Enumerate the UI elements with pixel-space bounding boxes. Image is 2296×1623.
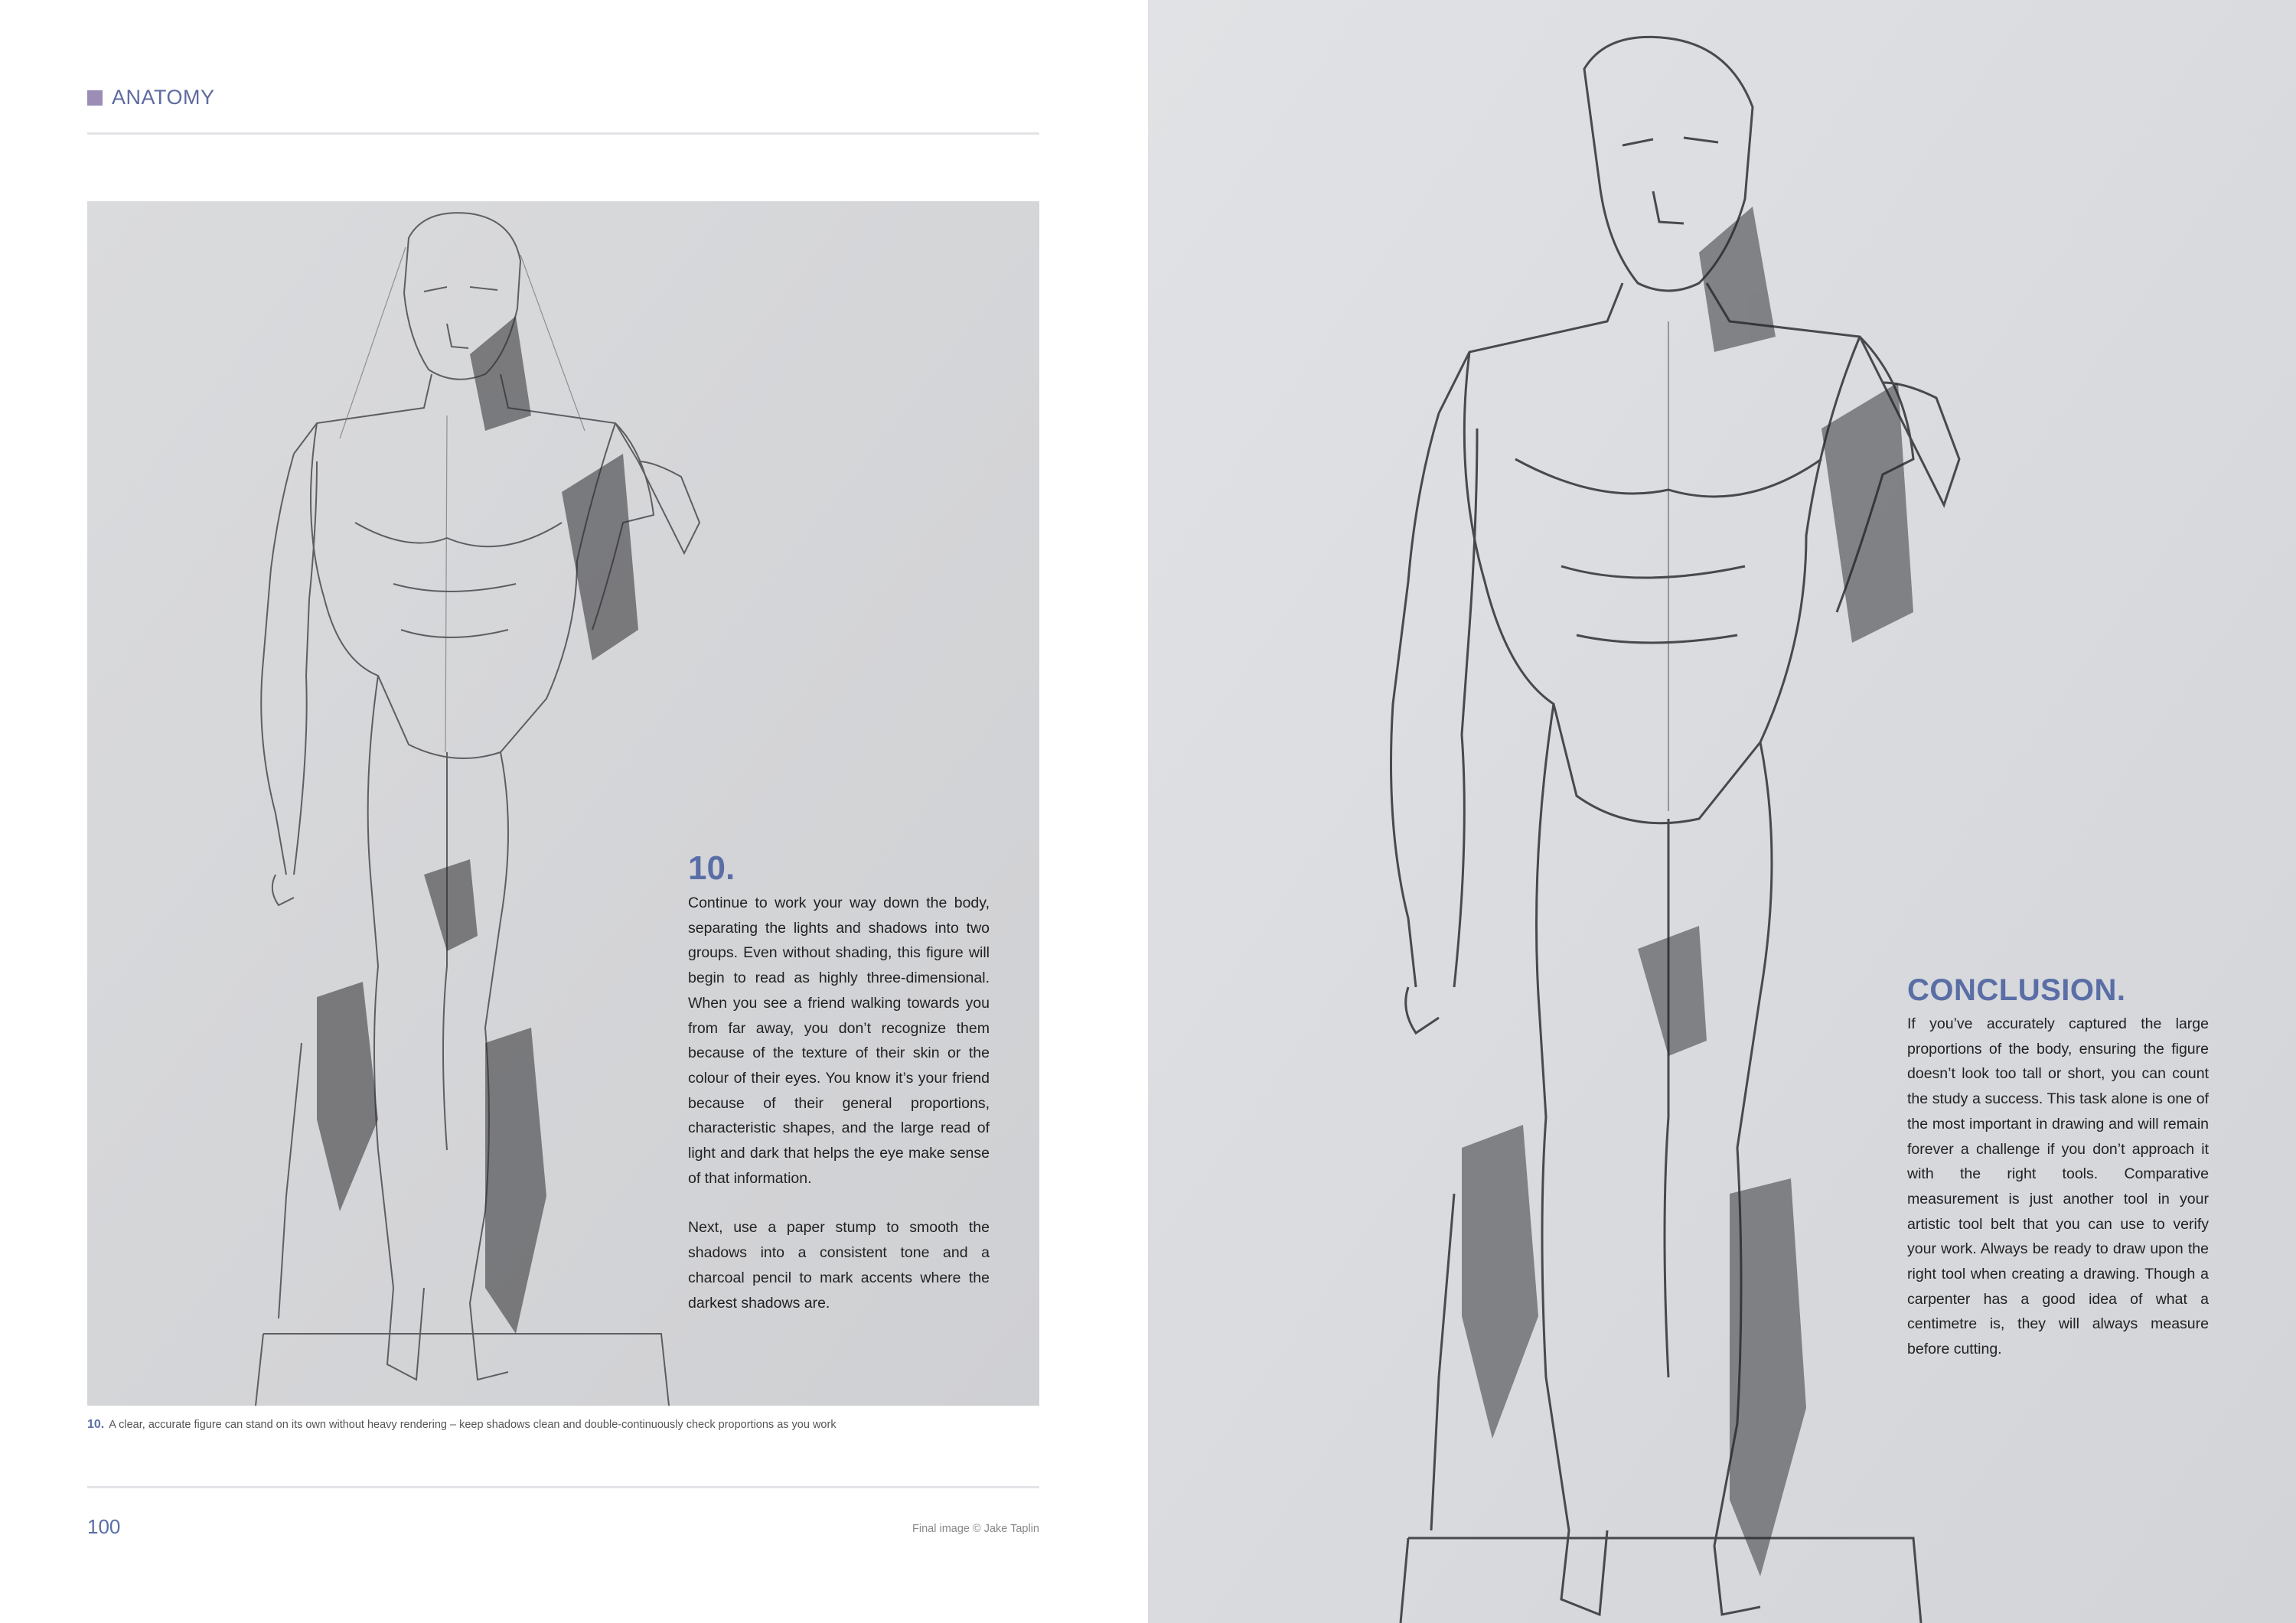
right-page-image bbox=[1148, 0, 2296, 1623]
conclusion-block bbox=[1907, 972, 2209, 1362]
step-paragraph-1: Continue to work your way down the body, separating the lights and shadows into two groups. Even without shading, this figure will begin to read as highly three-dimensional. When you see a friend walking towards you from far away, you don’t recognize them because of the texture of their skin or the colour of their eyes. You know it’s your friend because of their general proportions, characteristic shapes, and the large read of light and dark that helps the eye make sense of that information. bbox=[688, 895, 990, 1187]
conclusion-body: If you’ve accurately captured the large proportions of the body, ensuring the figure doesn’t look too tall or short, you can count the study a success. This task alone is one of the most important in drawing and will remain forever a challenge if you don’t approach it with the right tools. Comparative measurement is just another tool in your artistic tool belt that you can use to verify your work. Always be ready to draw upon the right tool when creating a drawing. Though a carpenter has a good idea of what a centimetre is, they will always measure before cutting. bbox=[1907, 1015, 2209, 1358]
step-paragraph-2: Next, use a paper stump to smooth the shadows into a consistent tone and a charcoal pencil to mark accents where the darkest shadows are. bbox=[688, 1219, 990, 1312]
section-marker bbox=[87, 90, 103, 106]
section-title: ANATOMY bbox=[112, 86, 215, 109]
caption-text: A clear, accurate figure can stand on its own without heavy rendering – keep shadows clean and double-continuously check proportions as you work bbox=[109, 1419, 837, 1431]
step-body bbox=[688, 891, 990, 1315]
top-divider bbox=[87, 132, 1039, 135]
caption-number: 10. bbox=[87, 1418, 105, 1431]
bottom-divider bbox=[87, 1486, 1039, 1488]
page-number: 100 bbox=[87, 1515, 121, 1538]
image-credit: Final image © Jake Taplin bbox=[912, 1523, 1039, 1535]
step-number: 10. bbox=[688, 849, 735, 887]
conclusion-title: CONCLUSION. bbox=[1907, 973, 2126, 1007]
charcoal-figure-drawing bbox=[1148, 0, 2296, 1623]
section-header bbox=[87, 86, 215, 109]
step-10-block bbox=[688, 849, 990, 1340]
figure-caption bbox=[87, 1418, 837, 1432]
